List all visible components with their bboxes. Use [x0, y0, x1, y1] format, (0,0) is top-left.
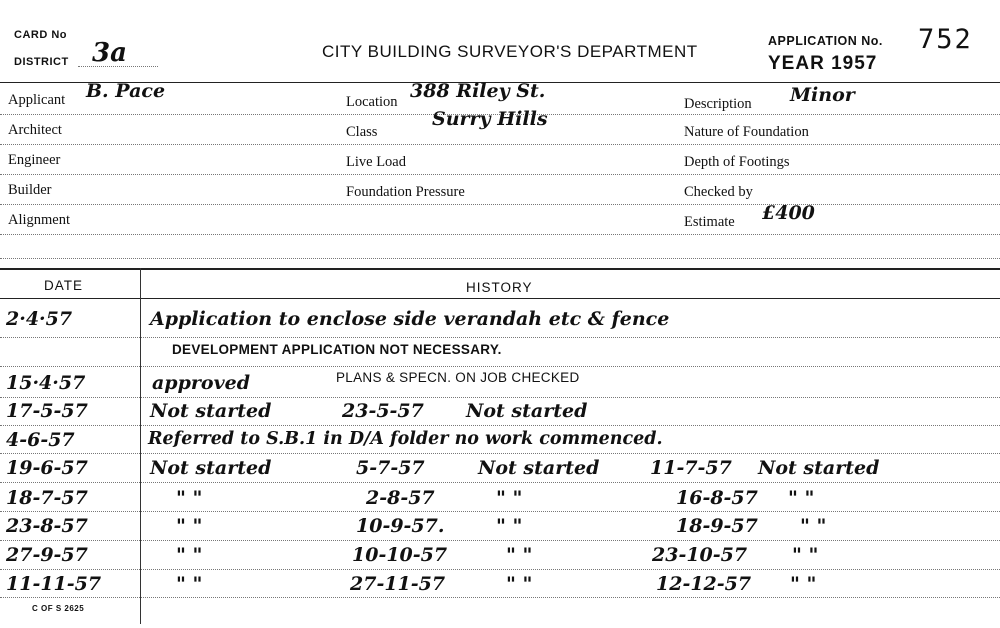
history-entry: Not started: [150, 457, 272, 479]
history-entry: Application to enclose side verandah etc & fence: [150, 308, 670, 330]
history-row: [0, 515, 1000, 543]
history-entry: Not started: [150, 400, 272, 422]
application-no-label: APPLICATION No.: [768, 34, 883, 48]
district-label: DISTRICT: [14, 56, 69, 68]
field-line-3: [0, 174, 1000, 175]
history-entry: " ": [176, 544, 203, 566]
checked-by-label: Checked by: [684, 184, 753, 200]
history-entry: " ": [506, 573, 533, 595]
history-line-1: [0, 337, 1000, 338]
history-date: 17-5-57: [6, 400, 88, 422]
history-entry: approved: [152, 372, 250, 394]
foundation-pressure-label: Foundation Pressure: [346, 184, 465, 200]
history-date: 19-6-57: [6, 457, 88, 479]
live-load-label: Live Load: [346, 154, 406, 170]
history-row: [0, 457, 1000, 485]
history-entry: " ": [176, 487, 203, 509]
history-entry-date: 10-9-57.: [356, 515, 445, 537]
date-column-header: DATE: [44, 278, 84, 293]
description-value: Minor: [790, 84, 855, 106]
history-column-header: HISTORY: [466, 280, 533, 295]
class-value: Surry Hills: [432, 108, 548, 130]
field-line-5: [0, 234, 1000, 235]
form-code: C OF S 2625: [32, 604, 85, 613]
history-entry-date: 2-8-57: [366, 487, 435, 509]
history-row: [0, 400, 1000, 428]
history-entry: " ": [176, 573, 203, 595]
applicant-value: B. Pace: [86, 80, 166, 102]
history-entry: Not started: [758, 457, 880, 479]
depth-of-footings-label: Depth of Footings: [684, 154, 790, 170]
history-entry: " ": [176, 515, 203, 537]
history-entry-date: 16-8-57: [676, 487, 758, 509]
plans-checked-stamp: PLANS & SPECN. ON JOB CHECKED: [336, 370, 580, 385]
description-label: Description: [684, 96, 752, 112]
field-line-4: [0, 204, 1000, 205]
history-row: [0, 573, 1000, 601]
nature-of-foundation-label: Nature of Foundation: [684, 124, 809, 140]
history-entry: " ": [506, 544, 533, 566]
history-date: 4-6-57: [6, 429, 75, 451]
district-value: 3a: [92, 38, 127, 68]
alignment-label: Alignment: [8, 212, 71, 228]
location-label: Location: [346, 94, 398, 110]
architect-label: Architect: [8, 122, 62, 138]
development-stamp: DEVELOPMENT APPLICATION NOT NECESSARY.: [172, 342, 502, 357]
history-date: 11-11-57: [6, 573, 102, 595]
history-date: 15·4·57: [6, 372, 86, 394]
history-entry-date: 10-10-57: [352, 544, 448, 566]
history-top-rule: [0, 268, 1000, 270]
field-line-2: [0, 144, 1000, 145]
history-entry-date: 5-7-57: [356, 457, 425, 479]
application-no: 752: [918, 24, 973, 55]
history-entry: Referred to S.B.1 in D/A folder no work commenced.: [148, 429, 663, 449]
history-entry-date: 18-9-57: [676, 515, 758, 537]
history-row: [0, 429, 1000, 457]
field-line-6: [0, 258, 1000, 259]
year-label: YEAR 1957: [768, 53, 878, 74]
history-entry: Not started: [478, 457, 600, 479]
history-entry: Not started: [466, 400, 588, 422]
history-entry: " ": [790, 573, 817, 595]
location-value: 388 Riley St.: [410, 80, 546, 102]
department-title: CITY BUILDING SURVEYOR'S DEPARTMENT: [322, 42, 698, 61]
history-date: 18-7-57: [6, 487, 88, 509]
estimate-value: £400: [762, 202, 815, 224]
history-entry-date: 27-11-57: [350, 573, 446, 595]
class-label: Class: [346, 124, 378, 140]
history-row: [0, 544, 1000, 572]
history-entry: " ": [792, 544, 819, 566]
history-date: 23-8-57: [6, 515, 88, 537]
builder-label: Builder: [8, 182, 52, 198]
history-date: 27-9-57: [6, 544, 88, 566]
estimate-label: Estimate: [684, 214, 735, 230]
history-entry: " ": [496, 515, 523, 537]
history-row: [0, 487, 1000, 515]
history-entry: " ": [788, 487, 815, 509]
history-entry-date: 11-7-57: [650, 457, 732, 479]
history-entry-date: 23-5-57: [342, 400, 424, 422]
card-no-label: CARD No: [14, 29, 67, 41]
history-entry: " ": [800, 515, 827, 537]
history-header-rule: [0, 298, 1000, 299]
history-entry: " ": [496, 487, 523, 509]
engineer-label: Engineer: [8, 152, 61, 168]
history-entry-date: 12-12-57: [656, 573, 752, 595]
history-row: [0, 308, 1000, 336]
applicant-label: Applicant: [8, 92, 66, 108]
history-entry-date: 23-10-57: [652, 544, 748, 566]
history-date: 2·4·57: [6, 308, 73, 330]
history-line-2: [0, 366, 1000, 367]
